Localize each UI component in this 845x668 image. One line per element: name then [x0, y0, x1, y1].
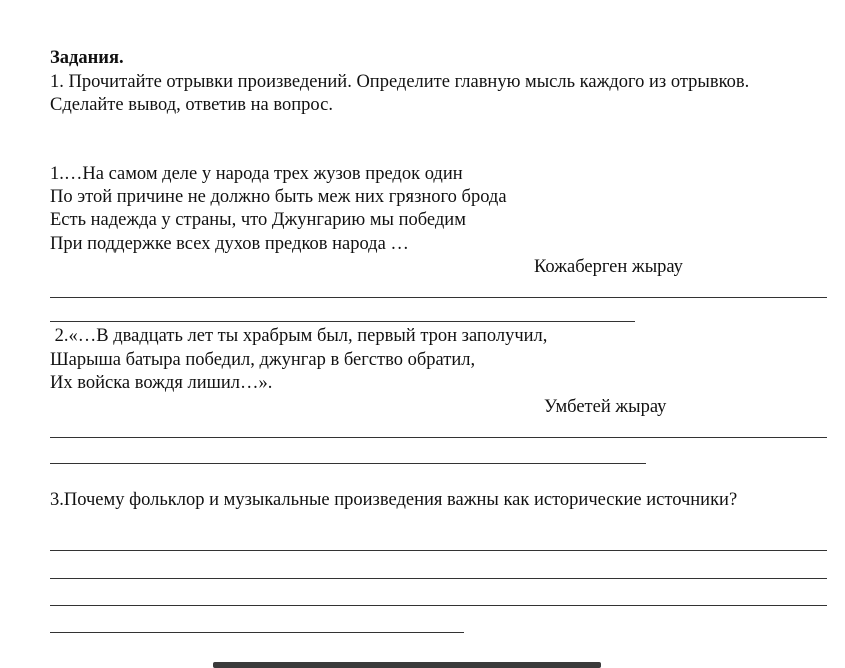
- question-3: 3.Почему фольклор и музыкальные произведения важны как исторические источники?: [50, 490, 738, 510]
- bottom-scroll-bar: [213, 662, 601, 668]
- answer-line[interactable]: [50, 550, 827, 551]
- excerpt-2-author: Умбетей жырау: [544, 397, 667, 417]
- excerpt-1-line: Есть надежда у страны, что Джунгарию мы победим: [50, 210, 466, 230]
- excerpt-1-author: Кожаберген жырау: [534, 257, 683, 277]
- task-text-line-1: 1. Прочитайте отрывки произведений. Определите главную мысль каждого из отрывков.: [50, 72, 750, 92]
- heading: Задания.: [50, 48, 124, 68]
- excerpt-1-line: При поддержке всех духов предков народа …: [50, 234, 409, 254]
- answer-line[interactable]: [50, 321, 635, 322]
- answer-line[interactable]: [50, 463, 646, 464]
- excerpt-2-line: Их войска вождя лишил…».: [50, 373, 273, 393]
- answer-line[interactable]: [50, 297, 827, 298]
- answer-line[interactable]: [50, 632, 464, 633]
- excerpt-1-line: 1.…На самом деле у народа трех жузов предок один: [50, 164, 463, 184]
- answer-line[interactable]: [50, 578, 827, 579]
- excerpt-2-line: Шарыша батыра победил, джунгар в бегство обратил,: [50, 350, 476, 370]
- answer-line[interactable]: [50, 605, 827, 606]
- task-text-line-2: Сделайте вывод, ответив на вопрос.: [50, 95, 333, 115]
- answer-line[interactable]: [50, 437, 827, 438]
- excerpt-1-line: По этой причине не должно быть меж них грязного брода: [50, 187, 507, 207]
- excerpt-2-line: 2.«…В двадцать лет ты храбрым был, первый трон заполучил,: [50, 326, 548, 346]
